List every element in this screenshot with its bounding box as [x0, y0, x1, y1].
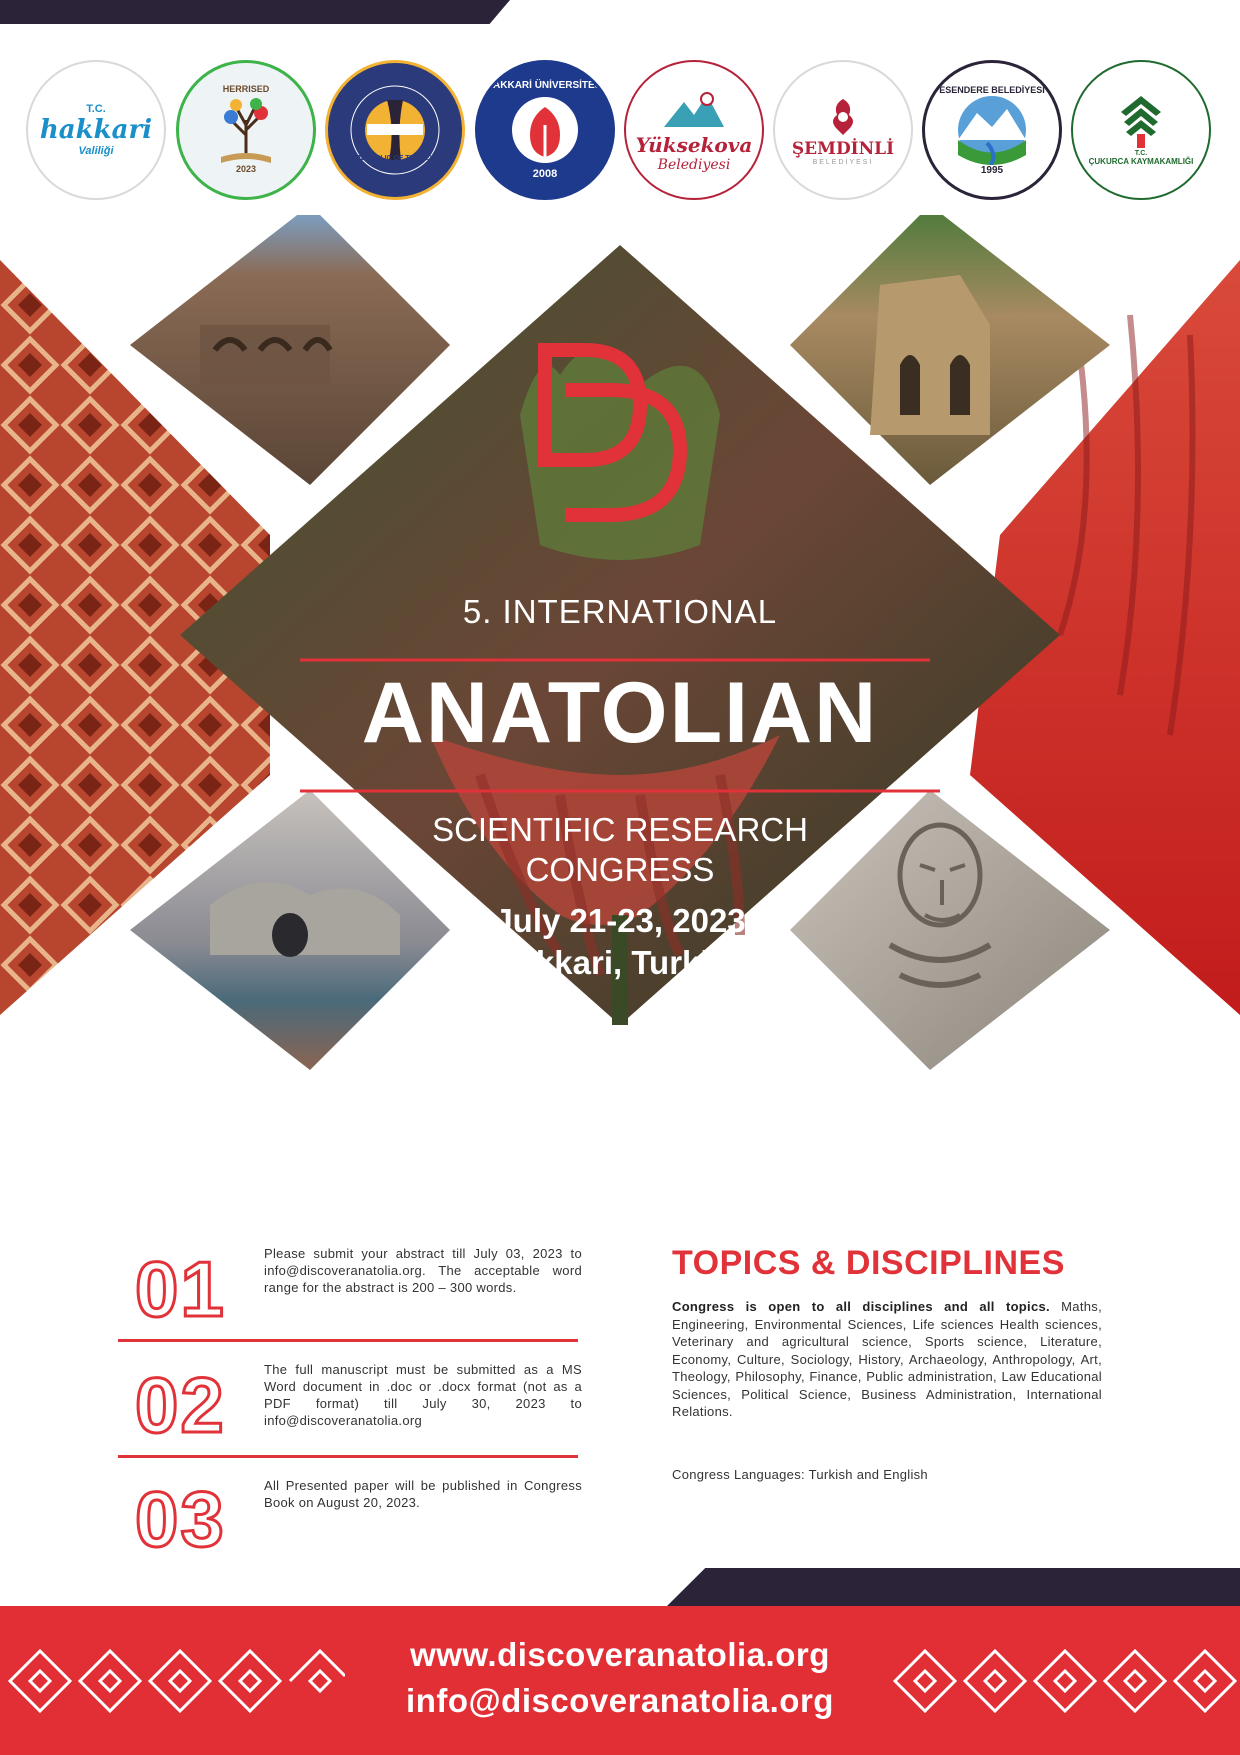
semdinli-emblem-icon: [823, 95, 863, 139]
step-number-01: 01: [135, 1245, 226, 1333]
congress-title: ANATOLIAN: [361, 665, 879, 761]
hakkari-valiligi-logo: T.C. hakkari Valiliği: [26, 60, 166, 200]
top-decorative-bar: [0, 0, 510, 24]
congress-dates-location: [300, 900, 940, 984]
snowflake-mountain-icon: [659, 87, 729, 133]
edition-label: 5. INTERNATIONAL: [462, 593, 778, 630]
yuksekova-belediyesi-logo: Yüksekova Belediyesi: [624, 60, 764, 200]
step-text-03: All Presented paper will be published in Congress Book on August 20, 2023.: [264, 1478, 582, 1510]
institute-economic-development-logo: REPUBLIC OF TURKEY: [325, 60, 465, 200]
topics-list: Maths, Engineering, Environmental Sciences, Life sciences Health sciences, Veterinary and agricultural science, Sports science, Literature, Economy, Culture, Sociology, History, Archaeology, Anthropology, Art, Theology, Philosophy, Finance, Public administration, Law Educational Sciences, Political Science, Business Administration, International Relations.: [672, 1299, 1102, 1419]
footer-email-link[interactable]: info@discoveranatolia.org: [406, 1682, 834, 1719]
semdinli-belediyesi-logo: ŞEMDİNLİ BELEDİYESİ: [773, 60, 913, 200]
tree-book-icon: [206, 95, 286, 165]
step-text-01: Please submit your abstract till July 03, 2023 to info@discoveranatolia.org. The acceptable word range for the abstract is 200 – 300 words.: [264, 1246, 582, 1295]
congress-location: Hakkari, Turkiye: [493, 944, 747, 981]
footer-website-link[interactable]: www.discoveranatolia.org: [410, 1636, 830, 1673]
mountain-river-icon: [947, 95, 1037, 165]
esendere-belediyesi-logo: ESENDERE BELEDİYESİ 1995: [922, 60, 1062, 200]
institute-emblem-icon: [345, 80, 445, 180]
herrised-logo: HERRISED 2023: [176, 60, 316, 200]
footer-band: [0, 1606, 1240, 1755]
topics-lead: Congress is open to all disciplines and all topics.: [672, 1299, 1050, 1314]
cukurca-kaymakamligi-logo: T.C. ÇUKURCA KAYMAKAMLIĞI: [1071, 60, 1211, 200]
congress-subtitle: SCIENTIFIC RESEARCH CONGRESS: [432, 811, 808, 888]
step-divider-1: [118, 1339, 578, 1342]
kilim-pattern-right-icon: [885, 1636, 1240, 1726]
step-number-02: 02: [135, 1361, 226, 1449]
tulip-icon: [510, 95, 580, 165]
step-text-02: The full manuscript must be submitted as a MS Word document in .doc or .docx format (not as a PDF format) till July 30, 2023 to info@discoveranatolia.org: [264, 1362, 582, 1428]
kilim-pattern-left-icon: [0, 1636, 345, 1726]
cukurca-emblem-icon: [1116, 94, 1166, 150]
step-number-03: 03: [135, 1475, 226, 1563]
congress-languages: Congress Languages: Turkish and English: [672, 1467, 928, 1482]
step-divider-2: [118, 1455, 578, 1458]
congress-dates: July 21-23, 2023: [494, 902, 746, 939]
topics-body: [672, 1298, 1102, 1421]
hakkari-universitesi-logo: HAKKARİ ÜNİVERSİTESİ 2008: [475, 60, 615, 200]
topics-heading: TOPICS & DISCIPLINES: [672, 1244, 1065, 1282]
footer-dark-bar: [665, 1568, 1240, 1608]
